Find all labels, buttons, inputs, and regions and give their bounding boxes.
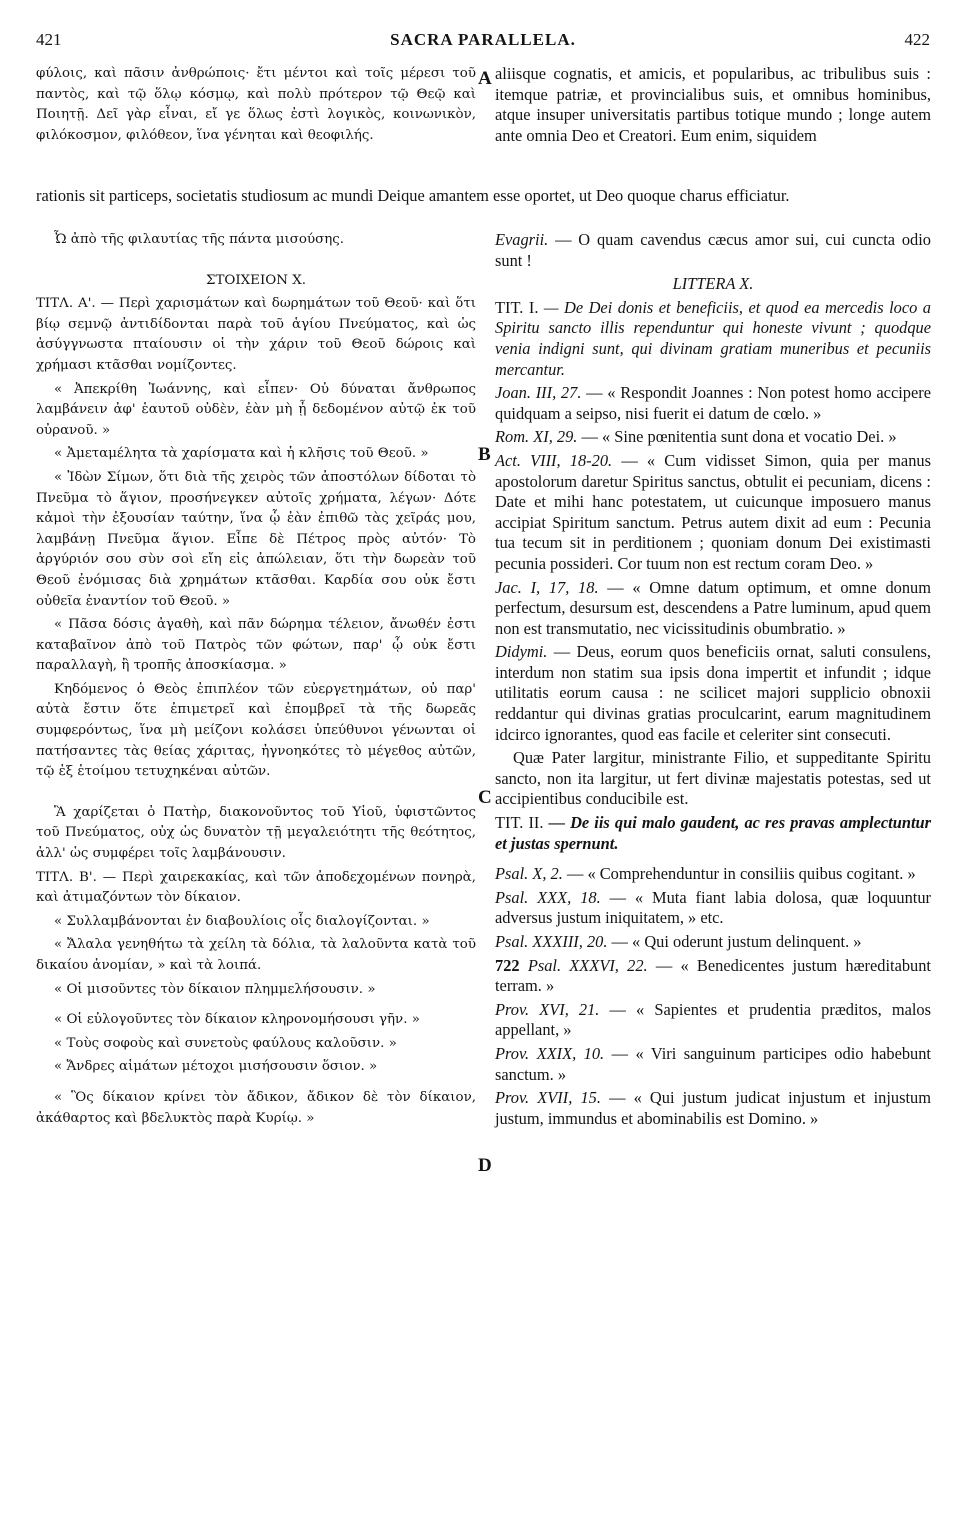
page-number-left: 421	[36, 30, 62, 49]
latin-title-one-label: TIT. I.	[495, 297, 539, 317]
latin-column	[495, 230, 931, 1132]
latin-title-two-text: — De iis qui malo gaudent, ac res pravas amplectuntur et justas spernunt.	[495, 813, 931, 853]
latin-romans-ref: Rom. XI, 29.	[495, 427, 578, 447]
latin-title-one-text: — De Dei donis et beneficiis, et quod ea mercedis loco a Spiritu sancto illis rependuntur qui honeste vivunt ; quodque venia indigni sunt, qui divinam gratiam muneribus et pecuniis mercantur.	[495, 297, 931, 379]
latin-proverbs-17-quote	[495, 1088, 931, 1129]
latin-psalm-30-text: — « Muta fiant labia dolosa, quæ loquuntur adversus justum iniquitatem, » etc.	[495, 887, 931, 928]
latin-didymus-ref: Didymi.	[495, 642, 548, 662]
latin-psalm-33-ref: Psal. XXXIII, 20.	[495, 932, 608, 951]
latin-romans-quote	[495, 427, 931, 448]
page-number-right: 422	[904, 30, 930, 49]
latin-didymus-paragraph	[495, 642, 931, 745]
greek-column	[36, 230, 476, 1132]
margin-marker-c: C	[478, 787, 492, 808]
latin-psalm-36-quote	[495, 956, 931, 997]
greek-title-one: ΤΙΤΛ. Α'. — Περὶ χαρισμάτων καὶ δωρημάτων τοῦ Θεοῦ· καὶ ὅτι βίῳ σεμνῷ ἀντιδίδονται παρὰ τοῦ ἁγίου Πνεύματος, καὶ ὡς ἀσύγγνωστα πταίουσιν οἱ τὴν χάριν τοῦ Θεοῦ δώροις καὶ χρήμασι κτᾶσθαι νομίζοντες.	[36, 296, 476, 373]
page-title: SACRA PARALLELA.	[390, 30, 576, 49]
greek-column-top	[36, 64, 476, 149]
greek-proverbs-16-quote: « Τοὺς σοφοὺς καὶ συνετοὺς φαύλους καλοῦσιν. »	[54, 1035, 397, 1051]
margin-marker-d: D	[478, 1155, 492, 1176]
latin-james-ref: Jac. I, 17, 18.	[495, 577, 599, 597]
latin-evagrius-ref: Evagrii.	[495, 230, 549, 249]
page-header	[36, 30, 930, 54]
greek-proverbs-29-quote: « Ἄνδρες αἱμάτων μέτοχοι μισήσουσιν ὅσιον. »	[54, 1059, 378, 1075]
latin-title-one	[495, 298, 931, 380]
latin-john-quote	[495, 383, 931, 424]
latin-john-ref: Joan. III, 27.	[495, 383, 582, 403]
greek-evagrius-quote: Ὦ ἀπὸ τῆς φιλαυτίας τῆς πάντα μισούσης.	[54, 232, 345, 247]
latin-evagrius-text: — O quam cavendus cæcus amor sui, cui cuncta odio sunt !	[495, 230, 931, 270]
latin-psalm-36-text: — « Benedicentes justum hæreditabunt terram. »	[495, 955, 931, 996]
greek-psalm-10-quote: « Συλλαμβάνονται ἐν διαβουλίοις οἷς διαλογίζονται. »	[54, 913, 430, 929]
greek-acts-quote: « Ἰδὼν Σίμων, ὅτι διὰ τῆς χειρὸς τῶν ἀποστόλων δίδοται τὸ Πνεῦμα τὸ ἅγιον, προσήνεγκεν αὐτοῖς χρήματα, λέγων· Δότε κἀμοὶ τὴν ἐξουσίαν ταύτην, ἵνα ᾧ ἐὰν ἐπιθῶ τὰς χεῖράς μου, λαμβάνῃ Πνεῦμα ἅγιον. Εἶπε δὲ Πέτρος πρὸς αὐτόν· Τὸ ἀργύριόν σου σὺν σοὶ εἴη εἰς ἀπώλειαν, ὅτι τὴν δωρεὰν τοῦ Θεοῦ ἐνόμισας διὰ χρημάτων κτᾶσθαι. Καρδία σου οὐκ ἔστι οὐθεῖα ἐναντίον τοῦ Θεοῦ. »	[36, 469, 476, 609]
latin-proverbs-16-quote	[495, 1000, 931, 1041]
latin-proverbs-16-text: — « Sapientes et prudentia præditos, malos appellant, »	[495, 999, 931, 1040]
latin-psalm-10-ref: Psal. X, 2.	[495, 864, 563, 884]
latin-proverbs-29-text: — « Viri sanguinum participes odio habebunt sanctum. »	[495, 1043, 931, 1084]
latin-father-paragraph: Quæ Pater largitur, ministrante Filio, et suppeditante Spiritu sancto, non ita largitur, ut fert divinæ majestatis potestas, sed ut accipientibus conducibile est.	[495, 748, 931, 809]
greek-paragraph-opening: φύλοις, καὶ πᾶσιν ἀνθρώποις· ἔτι μέντοι καὶ τοῖς μέρεσι τοῦ παντὸς, καὶ τῷ ὅλῳ κόσμῳ, καὶ πολὺ πρότερον τῷ Θεῷ καὶ Ποιητῇ. Δεῖ γὰρ εἶναι, εἴ γε ὅλως ἐστὶ λογικὸς, κοινωνικὸν, φιλόκοσμον, φιλόθεον, ἵνα γένηται καὶ θεοφιλής.	[36, 66, 476, 143]
greek-psalm-33-quote: « Οἱ μισοῦντες τὸν δίκαιον πλημμελήσουσιν. »	[54, 981, 376, 997]
latin-james-quote	[495, 578, 931, 640]
latin-james-text: — « Omne datum optimum, et omne donum perfectum, desursum est, descendens a Patre luminum, apud quem non est transmutatio, nec vicissitudinis obumbratio. »	[495, 577, 932, 638]
latin-proverbs-17-text: — « Qui justum judicat injustum et injustum justum, immundus et abominabilis est Domino. »	[495, 1088, 931, 1128]
greek-psalm-30-quote: « Ἄλαλα γενηθήτω τὰ χείλη τὰ δόλια, τὰ λαλοῦντα κατὰ τοῦ δικαίου ἀνομίαν, » καὶ τὰ λοιπά.	[36, 937, 476, 973]
latin-title-two	[495, 813, 931, 854]
latin-title-two-label: TIT. II.	[495, 813, 544, 833]
latin-psalm-30-ref: Psal. XXX, 18.	[495, 887, 601, 907]
latin-psalm-10-text: — « Comprehenduntur in consiliis quibus cogitant. »	[566, 864, 916, 884]
latin-psalm-33-quote	[495, 932, 931, 953]
margin-marker-a: A	[478, 68, 492, 89]
latin-acts-text: — « Cum vidisset Simon, quia per manus apostolorum daretur Spiritus sanctus, obtulit ei pecuniam, dicens : Date et mihi hanc potestatem, ut cuicunque imposuero manus accipiat Spiritum sanctum. Petrus autem dixit ad eum : Pecunia tua tecum sit in perditionem ; quoniam donum Dei existimasti pecunia possideri. Cor tuum non est rectum coram Deo. »	[495, 450, 931, 573]
latin-paragraph-opening: aliisque cognatis, et amicis, et popularibus, ac tribulibus suis : itemque patriæ, et provincialibus suis, et omnibus hominibus, atque insuper universitatis partibus totique mundo ; longe autem ante omnia Deo et Creatori. Eum enim, siquidem	[495, 64, 931, 145]
latin-proverbs-29-ref: Prov. XXIX, 10.	[495, 1043, 605, 1063]
greek-proverbs-17-quote: « Ὃς δίκαιον κρίνει τὸν ἄδικον, ἄδικον δὲ τὸν δίκαιον, ἀκάθαρτος καὶ βδελυκτὸς παρὰ Κυρίῳ. »	[36, 1089, 476, 1126]
latin-proverbs-17-ref: Prov. XVII, 15.	[495, 1088, 601, 1108]
latin-evagrius-quote	[495, 230, 931, 271]
latin-john-text: — « Respondit Joannes : Non potest homo accipere quidquam a seipso, nisi fuerit ei datum de cœlo. »	[495, 383, 931, 423]
latin-didymus-text: — Deus, eorum quos beneficiis ornat, saluti consulens, interdum non statim sua ipsis dona impertit et infundit ; idque utilitatis eorum causa : ne scilicet majori supplicio obnoxii reddantur qui divinas gratias proculcarint, earum magnitudinem idcirco ignorantes, quod eas facile et celeriter sint consecuti.	[495, 642, 931, 744]
greek-john-quote: « Ἀπεκρίθη Ἰωάννης, καὶ εἶπεν· Οὐ δύναται ἄνθρωπος λαμβάνειν ἀφ' ἑαυτοῦ οὐδὲν, ἐὰν μὴ ᾖ δεδομένον αὐτῷ ἐκ τοῦ οὐρανοῦ. »	[36, 381, 476, 438]
latin-acts-quote	[495, 451, 931, 575]
greek-didymus-paragraph: Κηδόμενος ὁ Θεὸς ἐπιπλέον τῶν εὐεργετημάτων, οὐ παρ' αὐτὰ ἔστιν ὅτε ἐπιμετρεῖ καὶ ἐπομβρεῖ τὰ τῆς δωρεᾶς συμφερόντως, ἵνα μὴ μείζονι κολάσει ὑπεύθυνοι γένωνται οἱ πατήσαντες τὰς θείας χάριτας, ἠγνοηκότες τὸ μέγεθος αὐτῶν, τῷ ἐξ ἑτοίμου τετυχηκέναι αὐτῶν.	[36, 681, 476, 780]
latin-psalm-33-text: — « Qui oderunt justum delinquent. »	[611, 932, 862, 951]
latin-proverbs-16-ref: Prov. XVI, 21.	[495, 999, 600, 1019]
greek-title-two: ΤΙΤΛ. Β'. — Περὶ χαιρεκακίας, καὶ τῶν ἀποδεχομένων πονηρὰ, καὶ ἀτιμαζόντων τὸν δίκαιον.	[36, 869, 476, 906]
greek-father-paragraph: Ἃ χαρίζεται ὁ Πατὴρ, διακονοῦντος τοῦ Υἱοῦ, ὑφιστῶντος τοῦ Πνεύματος, οὐχ ὡς δυνατὸν τῇ μεγαλειότητι τῆς θεότητος, ἀλλ' ὡς συμφέρει τοῖς λαμβάνουσιν.	[36, 804, 476, 862]
latin-psalm-10-quote	[495, 864, 931, 885]
latin-romans-text: — « Sine pœnitentia sunt dona et vocatio Dei. »	[581, 427, 897, 447]
greek-romans-quote: « Ἀμεταμέλητα τὰ χαρίσματα καὶ ἡ κλῆσις τοῦ Θεοῦ. »	[54, 446, 429, 462]
full-width-line: rationis sit particeps, societatis studiosum ac mundi Deique amantem esse oportet, ut Deo quoque charus efficiatur.	[36, 186, 790, 205]
latin-acts-ref: Act. VIII, 18-20.	[495, 450, 613, 470]
greek-section-heading: ΣΤΟΙΧΕΙΟΝ Χ.	[205, 272, 306, 288]
greek-james-quote: « Πᾶσα δόσις ἀγαθὴ, καὶ πᾶν δώρημα τέλειον, ἄνωθέν ἐστι καταβαῖνον ἀπὸ τοῦ Πατρὸς τῶν φώτων, παρ' ᾧ οὐκ ἔστι παραλλαγὴ, ἢ τροπῆς ἀποσκίασμα. »	[36, 617, 476, 674]
margin-marker-b: B	[478, 444, 491, 465]
greek-psalm-36-quote: « Οἱ εὐλογοῦντες τὸν δίκαιον κληρονομήσουσι γῆν. »	[54, 1012, 420, 1028]
latin-psalm-30-quote	[495, 888, 931, 929]
latin-section-heading: LITTERA X.	[672, 274, 754, 294]
latin-proverbs-29-quote	[495, 1044, 931, 1085]
column-number: 722	[495, 955, 520, 975]
latin-column-top	[495, 64, 931, 149]
latin-psalm-36-ref: Psal. XXXVI, 22.	[527, 955, 648, 975]
